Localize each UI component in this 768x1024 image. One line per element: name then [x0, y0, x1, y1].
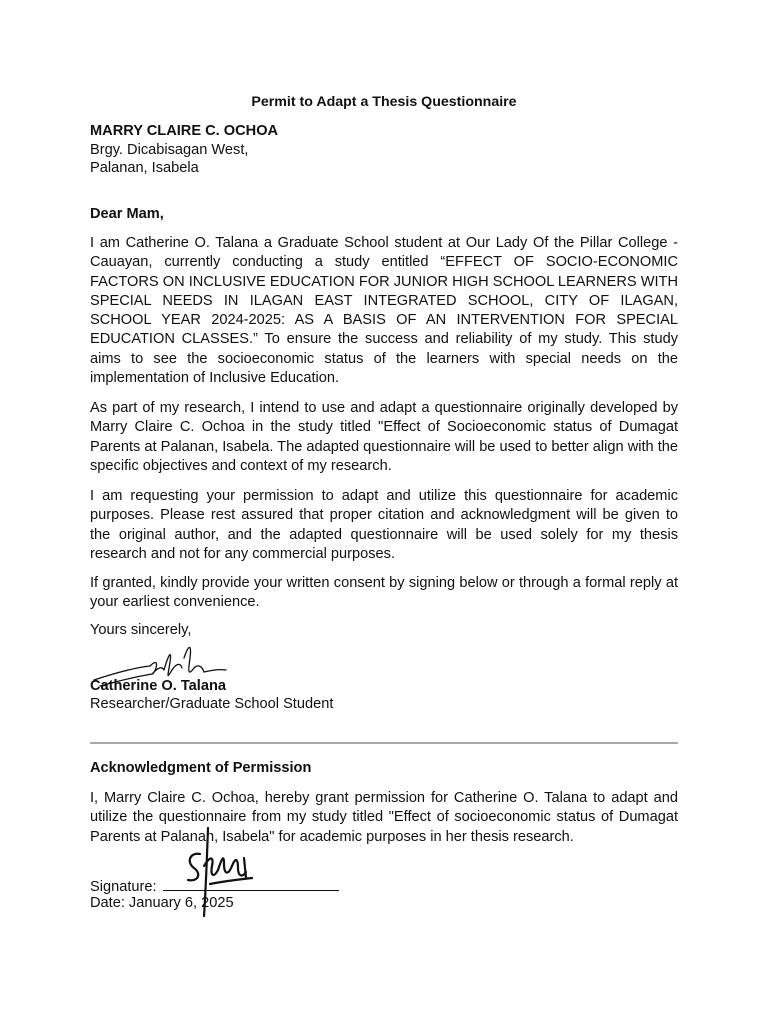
acknowledgment-title: Acknowledgment of Permission	[90, 760, 312, 776]
signature-label: Signature:	[90, 879, 157, 895]
body-paragraph-2: As part of my research, I intend to use and adapt a questionnaire originally developed by Marry Claire C. Ochoa in the study titled "Effect of Socioeconomic status of Dumagat Parents at Palanan, Isabela. The adapted questionnaire will be used to better align with the specific objectives and context of my research.	[90, 400, 678, 474]
acknowledgment-text: I, Marry Claire C. Ochoa, hereby grant permission for Catherine O. Talana to adapt and utilize the questionnaire from my study titled "Effect of socioeconomic status of Dumagat Parents at Palanan, Isabela" for academic purposes in her thesis research.	[90, 790, 678, 845]
signer-name: Catherine O. Talana	[90, 678, 226, 694]
signer-role: Researcher/Graduate School Student	[90, 696, 334, 712]
author-signature-image	[180, 826, 260, 918]
closing: Yours sincerely,	[90, 622, 192, 638]
salutation: Dear Mam,	[90, 206, 164, 222]
recipient-name: MARRY CLAIRE C. OCHOA	[90, 123, 279, 139]
body-paragraph-3: I am requesting your permission to adapt and utilize this questionnaire for academic purposes. Please rest assured that proper citation and acknowledgment will be given to the original author, and the adapted questionnaire will be used solely for my thesis research and not for any commercial purposes.	[90, 488, 678, 562]
section-divider	[90, 742, 678, 744]
body-paragraph-1: I am Catherine O. Talana a Graduate School student at Our Lady Of the Pillar College - Cauayan, currently conducting a study entitled “EFFECT OF SOCIO-ECONOMIC FACTORS ON INCLUSIVE EDUCATION FOR JUNIOR HIGH SCHOOL LEARNERS WITH SPECIAL NEEDS IN ILAGAN EAST INTEGRATED SCHOOL, CITY OF ILAGAN, SCHOOL YEAR 2024-2025: AS A BASIS OF AN INTERVENTION FOR SPECIAL EDUCATION CLASSES.” To ensure the success and reliability of my study. This study aims to see the socioeconomic status of the learners with special needs on the implementation of Inclusive Education.	[90, 235, 678, 387]
signer-block	[90, 677, 333, 713]
recipient-block	[90, 122, 278, 178]
date-line: Date: January 6, 2025	[90, 895, 234, 911]
document-title: Permit to Adapt a Thesis Questionnaire	[251, 94, 517, 110]
recipient-address-line2: Palanan, Isabela	[90, 160, 199, 176]
body-paragraph-4: If granted, kindly provide your written consent by signing below or through a formal reply at your earliest convenience.	[90, 575, 678, 611]
recipient-address-line1: Brgy. Dicabisagan West,	[90, 141, 249, 158]
